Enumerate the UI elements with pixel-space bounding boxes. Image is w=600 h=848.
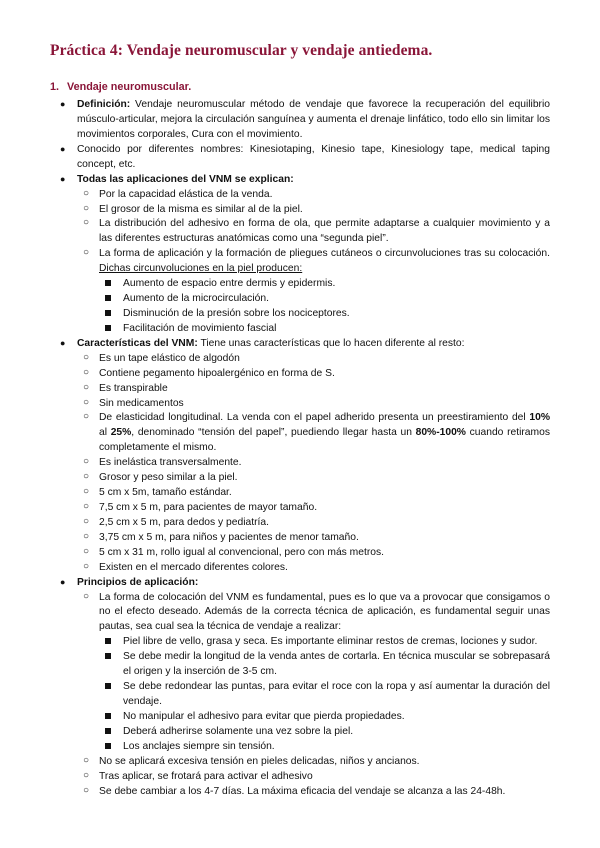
forma-text: La forma de aplicación y la formación de pliegues cutáneos o circunvoluciones tras su colocación. — [99, 248, 550, 260]
list-item-conocido — [50, 143, 550, 173]
list-item-text: Es transpirable — [99, 382, 168, 394]
circle-marker: ○ — [83, 351, 90, 363]
elasticidad-bold: 80%-100% — [415, 427, 466, 439]
page-title: Práctica 4: Vendaje neuromuscular y vendaje antiedema. — [50, 42, 433, 59]
caracteristicas-text: Tiene unas características que lo hacen diferente al resto: — [197, 337, 465, 349]
list-item — [77, 456, 550, 471]
elasticidad-text: al — [99, 427, 111, 439]
list-item-text: Existen en el mercado diferentes colores. — [99, 561, 288, 573]
list-item — [77, 247, 550, 337]
square-marker — [105, 280, 111, 286]
list-item — [77, 591, 550, 755]
elasticidad-bold: 10% — [529, 412, 550, 424]
bullet-marker: ● — [60, 99, 66, 110]
square-marker — [105, 310, 111, 316]
list-item-text: No manipular el adhesivo para evitar que pierda propiedades. — [123, 710, 405, 722]
elasticidad-text: , denominado “tensión del papel”, puediendo llegar hasta un — [131, 427, 416, 439]
list-item-text: 5 cm x 31 m, rollo igual al convencional, pero con más metros. — [99, 546, 385, 558]
principios-intro-text: La forma de colocación del VNM es fundamental, pues es lo que va a provocar que consigamos o no el efecto deseado. Además de la correcta técnica de aplicación, es fundamental seguir unas pautas, sea cual sea la técnica de vendaje a realizar: — [99, 591, 550, 633]
list-item — [77, 397, 550, 412]
list-item — [99, 307, 550, 322]
list-item — [77, 367, 550, 382]
list-item-elasticidad — [77, 411, 550, 456]
circle-marker: ○ — [83, 590, 90, 602]
section-title: Vendaje neuromuscular. — [67, 81, 192, 94]
list-item-text: El grosor de la misma es similar al de la piel. — [99, 203, 303, 215]
list-item-aplicaciones — [50, 173, 550, 337]
list-item — [99, 322, 550, 337]
square-marker — [105, 728, 111, 734]
list-item-text: Aumento de la microcirculación. — [123, 293, 269, 305]
list-item-text: Piel libre de vello, grasa y seca. Es importante eliminar restos de cremas, lociones y sudor. — [123, 636, 538, 648]
list-item — [77, 531, 550, 546]
list-item-text: 2,5 cm x 5 m, para dedos y pediatría. — [99, 516, 269, 528]
circle-marker: ○ — [83, 784, 90, 796]
definicion-label: Definición: — [77, 99, 131, 111]
circle-marker: ○ — [83, 396, 90, 408]
list-item-text: No se aplicará excesiva tensión en pieles delicadas, niños y ancianos. — [99, 755, 420, 767]
list-item-text: Contiene pegamento hipoalergénico en forma de S. — [99, 367, 335, 379]
elasticidad-text: De elasticidad longitudinal. La venda con el papel adherido presenta un preestiramiento del — [99, 412, 530, 424]
list-item — [77, 755, 550, 770]
main-list — [50, 98, 550, 799]
list-item — [77, 785, 550, 800]
list-item-text: 3,75 cm x 5 m, para niños y pacientes de menor tamaño. — [99, 531, 359, 543]
square-marker — [105, 295, 111, 301]
square-marker — [105, 325, 111, 331]
list-item — [99, 680, 550, 710]
list-item-caracteristicas — [50, 337, 550, 576]
circle-marker: ○ — [83, 456, 90, 468]
square-marker — [105, 683, 111, 689]
list-item — [99, 725, 550, 740]
circle-marker: ○ — [83, 187, 90, 199]
circle-marker: ○ — [83, 486, 90, 498]
bullet-marker: ● — [60, 173, 66, 184]
pautas-list — [99, 635, 550, 754]
list-item — [77, 770, 550, 785]
bullet-marker: ● — [60, 576, 66, 587]
list-item-text: Es un tape elástico de algodón — [99, 352, 240, 364]
list-item-text: Se debe cambiar a los 4-7 días. La máxima eficacia del vendaje se alcanza a las 24-48h. — [99, 785, 506, 797]
list-item-text: 7,5 cm x 5 m, para pacientes de mayor tamaño. — [99, 502, 318, 513]
list-item-text: La distribución del adhesivo en forma de ola, que permite adaptarse a cualquier movimiento y a las diferentes estructuras anatómicas como una “segunda piel”. — [99, 218, 550, 245]
forma-underline-text: Dichas circunvoluciones en la piel producen: — [99, 263, 303, 275]
circle-marker: ○ — [83, 247, 90, 259]
list-item-text: Los anclajes siempre sin tensión. — [123, 740, 275, 752]
list-item — [77, 561, 550, 576]
circle-marker: ○ — [83, 202, 90, 214]
list-item — [77, 217, 550, 247]
list-item-text: Disminución de la presión sobre los nociceptores. — [123, 308, 350, 320]
principios-list — [77, 591, 550, 800]
list-item-text: Deberá adherirse solamente una vez sobre la piel. — [123, 725, 354, 737]
list-item-text: 5 cm x 5m, tamaño estándar. — [99, 487, 232, 499]
bullet-marker: ● — [60, 337, 66, 348]
circle-marker: ○ — [83, 411, 90, 423]
list-item — [77, 188, 550, 203]
list-item-definicion — [50, 98, 550, 143]
list-item — [77, 203, 550, 218]
section-heading — [50, 80, 550, 96]
circle-marker: ○ — [83, 769, 90, 781]
definicion-text: Vendaje neuromuscular método de vendaje que favorece la recuperación del equilibrio músculo-articular, mejora la circulación sanguínea y aumenta el drenaje linfático, todo ello sin limitar los movimientos corporales, Cura con el movimiento. — [77, 99, 550, 140]
aplicaciones-list — [77, 188, 550, 337]
list-item-principios — [50, 576, 550, 800]
list-item-text: Tras aplicar, se frotará para activar el adhesivo — [99, 770, 313, 782]
list-item — [77, 352, 550, 367]
square-marker — [105, 638, 111, 644]
circle-marker: ○ — [83, 754, 90, 766]
circle-marker: ○ — [83, 515, 90, 527]
list-item-text: Es inelástica transversalmente. — [99, 457, 242, 469]
list-item-text: Grosor y peso similar a la piel. — [99, 472, 238, 484]
bullet-marker: ● — [60, 143, 66, 154]
elasticidad-bold: 25% — [110, 427, 132, 439]
list-item — [77, 471, 550, 486]
list-item — [99, 710, 550, 725]
conocido-text: Conocido por diferentes nombres: Kinesiotaping, Kinesio tape, Kinesiology tape, medical taping concept, etc. — [77, 143, 550, 170]
circle-marker: ○ — [83, 501, 90, 512]
caracteristicas-list — [77, 352, 550, 576]
circle-marker: ○ — [83, 560, 90, 572]
list-item-text: Se debe redondear las puntas, para evitar el roce con la ropa y así aumentar la duración del vendaje. — [123, 681, 550, 707]
square-marker — [105, 743, 111, 749]
circle-marker: ○ — [83, 471, 90, 483]
list-item — [99, 740, 550, 755]
principios-label: Principios de aplicación: — [77, 576, 199, 588]
square-marker — [105, 713, 111, 719]
list-item-text: Aumento de espacio entre dermis y epidermis. — [123, 278, 336, 290]
list-item — [77, 382, 550, 397]
list-item — [77, 486, 550, 501]
aplicaciones-label: Todas las aplicaciones del VNM se explican: — [77, 173, 294, 185]
list-item — [77, 501, 550, 516]
list-item-text: Se debe medir la longitud de la venda antes de cortarla. En técnica muscular se sobrepasará el origen y la inserción de 3-5 cm. — [123, 651, 550, 678]
list-item — [99, 277, 550, 292]
caracteristicas-label: Características del VNM: — [77, 337, 198, 349]
circle-marker: ○ — [83, 381, 90, 393]
list-item — [99, 650, 550, 680]
square-marker — [105, 653, 111, 659]
elasticidad-text: cuando retiramos completamente el mismo. — [99, 427, 550, 454]
list-item — [77, 516, 550, 531]
list-item — [99, 292, 550, 307]
circle-marker: ○ — [83, 530, 90, 542]
circle-marker: ○ — [83, 545, 90, 557]
circunvoluciones-list — [99, 277, 550, 337]
list-item — [99, 635, 550, 650]
circle-marker: ○ — [83, 217, 90, 229]
list-item-text: Facilitación de movimiento fascial — [123, 322, 277, 334]
section-number: 1. — [50, 81, 60, 94]
list-item — [77, 546, 550, 561]
list-item-text: Sin medicamentos — [99, 397, 184, 409]
list-item-text: Por la capacidad elástica de la venda. — [99, 188, 273, 200]
circle-marker: ○ — [83, 366, 90, 378]
